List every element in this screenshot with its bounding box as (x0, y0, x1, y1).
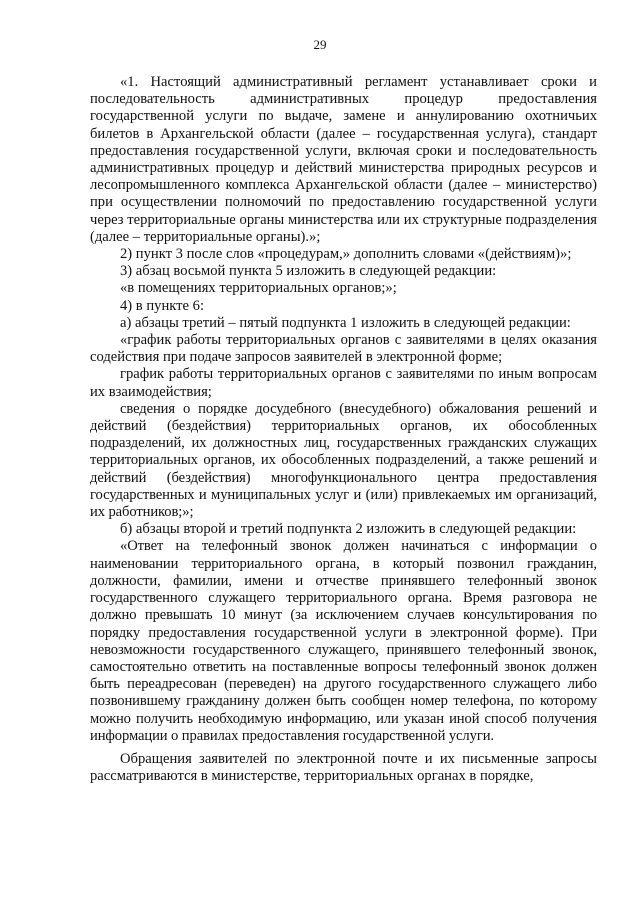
paragraph-amendment-point-6-intro: 4) в пункте 6: (120, 297, 205, 314)
paragraph-amendment-point-5-intro: 3) абзац восьмой пункта 5 изложить в следующей редакции: (120, 263, 497, 280)
paragraph-amendment-point-5-text: «в помещениях территориальных органов;»; (120, 280, 397, 297)
paragraph-amendment-point-3: 2) пункт 3 после слов «процедурам,» дополнить словами «(действиям)»; (120, 246, 572, 263)
paragraph-email-requests: Обращения заявителей по электронной почте и их письменные запросы рассматриваются в министерстве, территориальных органах в порядке, (90, 750, 597, 785)
paragraph-regulation-clause-1: «1. Настоящий административный регламент устанавливает сроки и последовательность административных процедур предоставления государственной услуги по выдаче, замене и аннулированию охотничьих билетов в Архангельской области (далее – государственная услуга), стандарт предоставления государственной услуги, включая сроки и последовательность административных процедур и действий министерства природных ресурсов и лесопромышленного комплекса Архангельской области (далее – министерство) при осуществлении полномочий по предоставлению государственной услуги через территориальные органы министерства или их структурные подразделения (далее – территориальные органы).»; (90, 74, 597, 245)
paragraph-subpoint-a-intro: а) абзацы третий – пятый подпункта 1 изложить в следующей редакции: (120, 314, 571, 331)
document-body (90, 74, 597, 785)
paragraph-schedule-electronic: «график работы территориальных органов с заявителями в целях оказания содействия при подаче запросов заявителей в электронной форме; (90, 332, 597, 366)
paragraph-schedule-other: график работы территориальных органов с заявителями по иным вопросам их взаимодействия; (90, 366, 597, 400)
paragraph-appeal-procedure: сведения о порядке досудебного (внесудебного) обжалования решений и действий (бездействия) территориальных органов, их обособленных подразделений, их должностных лиц, государственных гражданских служащих территориальных органов, их обособленных подразделений, а также решений и действий (бездействия) многофункционального центра предоставления государственных и муниципальных услуг и (или) привлекаемых им организаций, их работников;»; (90, 400, 597, 521)
paragraph-phone-answer: «Ответ на телефонный звонок должен начинаться с информации о наименовании территориального органа, в который позвонил гражданин, должности, фамилии, имени и отчестве принявшего телефонный звонок государственного служащего территориального органа. Время разговора не должно превышать 10 минут (за исключением случаев консультирования по порядку предоставления государственной услуги в электронной форме). При невозможности государственного служащего, принявшего телефонный звонок, самостоятельно ответить на поставленные вопросы телефонный звонок должен быть переадресован (переведен) на другого государственного служащего либо позвонившему гражданину должен быть сообщен номер телефона, по которому можно получить необходимую информацию, или указан иной способ получения информации о правилах предоставления государственной услуги. (90, 538, 597, 744)
page-number: 29 (313, 37, 327, 52)
paragraph-subpoint-b-intro: б) абзацы второй и третий подпункта 2 изложить в следующей редакции: (120, 521, 577, 538)
